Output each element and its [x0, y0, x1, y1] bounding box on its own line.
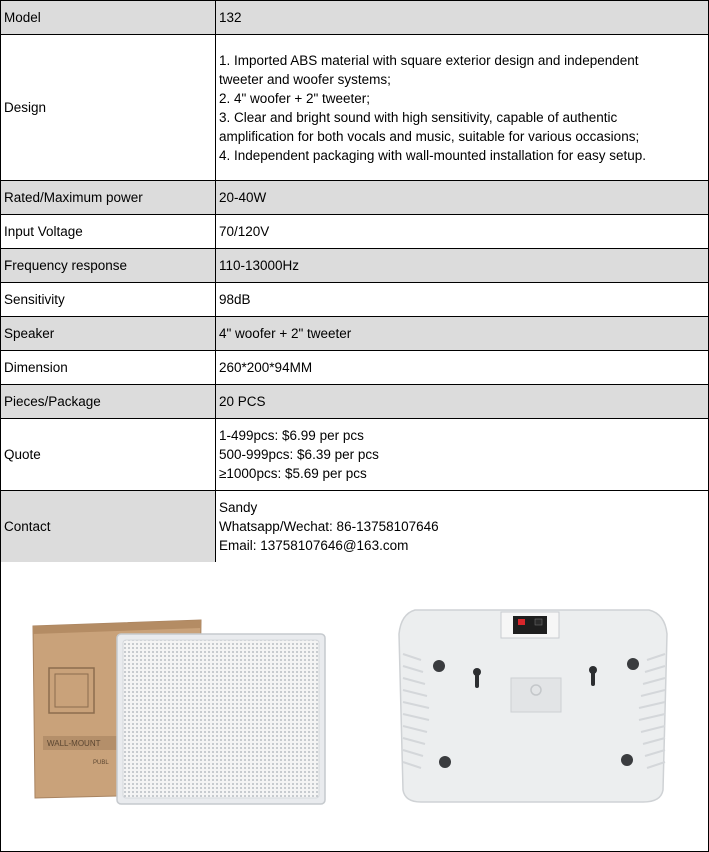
- speaker-back-photo: [393, 604, 673, 804]
- product-photos: [0, 562, 709, 852]
- row-speaker: [1, 317, 709, 351]
- row-frequency: [1, 249, 709, 283]
- value-line: tweeter and woofer systems;: [219, 71, 391, 87]
- value-line: 1. Imported ABS material with square exterior design and independent: [219, 52, 639, 68]
- label-power: Rated/Maximum power: [1, 181, 216, 215]
- row-package: [1, 385, 709, 419]
- value-line: Sandy: [219, 500, 258, 515]
- value-line: 2. 4" woofer + 2" tweeter;: [219, 90, 371, 106]
- row-sensitivity: [1, 283, 709, 317]
- value-line: 3. Clear and bright sound with high sensitivity, capable of authentic: [219, 109, 618, 125]
- value-line: ≥1000pcs: $5.69 per pcs: [219, 466, 367, 481]
- label-model: Model: [1, 1, 216, 35]
- value-package: [216, 385, 709, 419]
- value-voltage: [216, 215, 709, 249]
- label-sensitivity: Sensitivity: [1, 283, 216, 317]
- value-model: [216, 1, 709, 35]
- row-quote: [1, 419, 709, 491]
- value-line: 1-499pcs: $6.99 per pcs: [219, 428, 364, 443]
- value-line: 20 PCS: [219, 394, 266, 409]
- value-line: 500-999pcs: $6.39 per pcs: [219, 447, 379, 462]
- label-frequency: Frequency response: [1, 249, 216, 283]
- label-contact: Contact: [1, 491, 216, 563]
- value-line: 132: [219, 10, 242, 25]
- speaker-front-photo: [31, 618, 331, 808]
- value-power: [216, 181, 709, 215]
- value-contact: [216, 491, 709, 563]
- value-frequency: [216, 249, 709, 283]
- label-package: Pieces/Package: [1, 385, 216, 419]
- box-print: WALL-MOUNT: [47, 739, 101, 748]
- value-line: 110-13000Hz: [219, 258, 300, 273]
- row-contact: [1, 491, 709, 563]
- value-line: 260*200*94MM: [219, 360, 313, 375]
- row-dimension: [1, 351, 709, 385]
- value-sensitivity: [216, 283, 709, 317]
- value-line: 4" woofer + 2" tweeter: [219, 326, 352, 341]
- value-design: [216, 35, 709, 181]
- label-speaker: Speaker: [1, 317, 216, 351]
- value-line: Email: 13758107646@163.com: [219, 538, 409, 553]
- row-model: [1, 1, 709, 35]
- value-line: 4. Independent packaging with wall-mounted installation for easy setup.: [219, 147, 647, 163]
- value-line: amplification for both vocals and music, suitable for various occasions;: [219, 128, 640, 144]
- row-voltage: [1, 215, 709, 249]
- label-voltage: Input Voltage: [1, 215, 216, 249]
- row-power: [1, 181, 709, 215]
- value-line: 70/120V: [219, 224, 270, 239]
- label-design: Design: [1, 35, 216, 181]
- value-line: 20-40W: [219, 190, 267, 205]
- row-design: [1, 35, 709, 181]
- value-line: 98dB: [219, 292, 251, 307]
- value-quote: [216, 419, 709, 491]
- value-line: Whatsapp/Wechat: 86-13758107646: [219, 519, 439, 534]
- value-speaker: [216, 317, 709, 351]
- speaker-grille: [123, 640, 319, 798]
- value-dimension: [216, 351, 709, 385]
- label-dimension: Dimension: [1, 351, 216, 385]
- box-print-2: PUBL: [93, 760, 109, 766]
- label-quote: Quote: [1, 419, 216, 491]
